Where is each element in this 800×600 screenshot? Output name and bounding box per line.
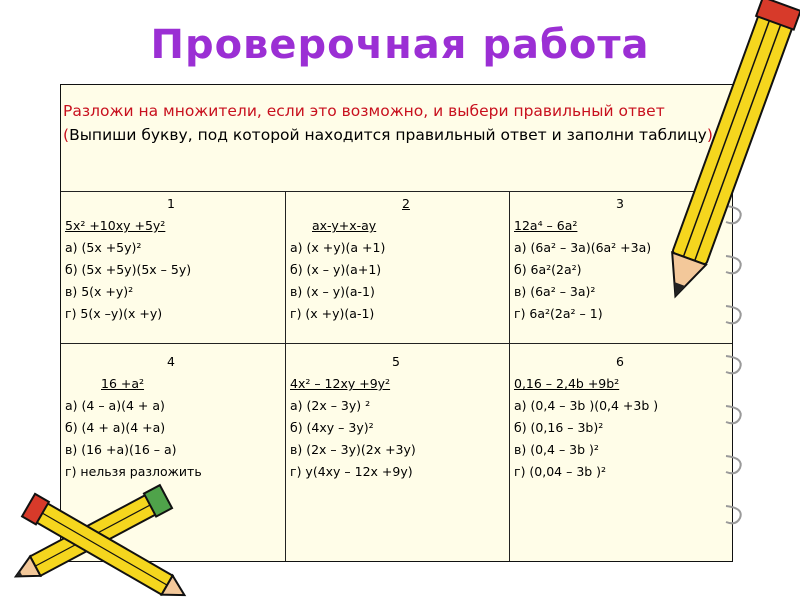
- task-cell-4: [65, 351, 277, 483]
- task-cell-2: [290, 193, 502, 325]
- answer-option: а) (x +y)(a +1): [290, 240, 386, 255]
- task-number: 5: [392, 354, 400, 369]
- answer-option: в) (16 +a)(16 – a): [65, 442, 177, 457]
- answer-option: в) (2x – 3y)(2x +3y): [290, 442, 416, 457]
- answer-option: б) (5x +5y)(5x – 5y): [65, 262, 192, 277]
- task-expression: 4x² – 12xy +9y²: [290, 376, 391, 391]
- pencil-icon: [655, 0, 800, 330]
- instruction-red: Разложи на множители, если это возможно, и выбери правильный ответ: [63, 102, 665, 120]
- answer-option: б) (0,16 – 3b)²: [514, 420, 604, 435]
- page-title: Проверочная работа: [150, 22, 650, 68]
- instruction-paren-close: ): [706, 126, 713, 144]
- instruction-paren-open: (: [63, 126, 70, 144]
- task-number: 3: [616, 196, 624, 211]
- task-number: 6: [616, 354, 624, 369]
- task-cell-5: [290, 351, 502, 483]
- task-expression: 12a⁴ – 6a²: [514, 218, 578, 233]
- answer-option: г) нельзя разложить: [65, 464, 202, 479]
- answer-option: б) (x – y)(a+1): [290, 262, 382, 277]
- answer-option: в) (0,4 – 3b )²: [514, 442, 599, 457]
- task-number: 2: [402, 196, 410, 211]
- task-number: 1: [167, 196, 175, 211]
- task-expression: 0,16 – 2,4b +9b²: [514, 376, 620, 391]
- task-expression: 16 +a²: [101, 376, 145, 391]
- task-number: 4: [167, 354, 175, 369]
- grid-line: [285, 191, 286, 561]
- instruction-text: [63, 99, 723, 147]
- task-expression: 5x² +10xy +5y²: [65, 218, 166, 233]
- answer-option: г) 5(x –y)(x +y): [65, 306, 163, 321]
- grid-line: [61, 191, 732, 192]
- task-cell-6: [514, 351, 726, 483]
- crossed-pencils-icon: [0, 480, 190, 600]
- answer-option: а) (2x – 3y) ²: [290, 398, 371, 413]
- task-expression: ax-y+x-ay: [312, 218, 377, 233]
- answer-option: б) 6a²(2a²): [514, 262, 582, 277]
- answer-option: г) y(4xy – 12x +9y): [290, 464, 413, 479]
- answer-option: г) (0,04 – 3b )²: [514, 464, 607, 479]
- answer-option: г) (x +y)(a-1): [290, 306, 375, 321]
- task-cell-1: [65, 193, 277, 325]
- answer-option: б) (4xy – 3y)²: [290, 420, 374, 435]
- answer-option: а) (5x +5y)²: [65, 240, 142, 255]
- answer-option: в) 5(x +y)²: [65, 284, 134, 299]
- grid-line: [61, 343, 732, 344]
- answer-option: б) (4 + a)(4 +a): [65, 420, 166, 435]
- answer-option: а) (4 – a)(4 + a): [65, 398, 165, 413]
- instruction-black: Выпиши букву, под которой находится правильный ответ и заполни таблицу: [69, 126, 707, 144]
- answer-option: а) (6a² – 3a)(6a² +3a): [514, 240, 652, 255]
- answer-option: в) (6a² – 3a)²: [514, 284, 596, 299]
- answer-option: а) (0,4 – 3b )(0,4 +3b ): [514, 398, 659, 413]
- grid-line: [509, 191, 510, 561]
- answer-option: г) 6a²(2a² – 1): [514, 306, 603, 321]
- answer-option: в) (x – y)(a-1): [290, 284, 375, 299]
